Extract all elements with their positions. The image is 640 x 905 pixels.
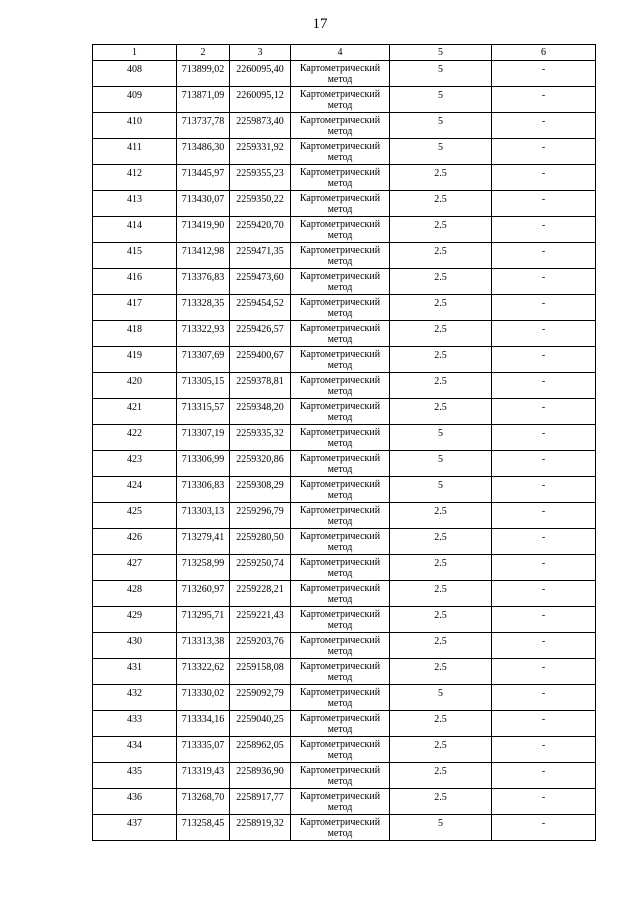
cell-y-coordinate: 2258962,05 <box>230 737 291 763</box>
cell-accuracy: 2.5 <box>390 529 492 555</box>
table-row <box>93 711 596 737</box>
cell-note: - <box>492 61 596 87</box>
cell-y-coordinate: 2259471,35 <box>230 243 291 269</box>
cell-accuracy: 2.5 <box>390 633 492 659</box>
cell-accuracy: 2.5 <box>390 191 492 217</box>
cell-method: Картометрический метод <box>291 659 390 685</box>
cell-x-coordinate: 713303,13 <box>177 503 230 529</box>
cell-point-number: 414 <box>93 217 177 243</box>
cell-note: - <box>492 763 596 789</box>
cell-y-coordinate: 2258936,90 <box>230 763 291 789</box>
table-row <box>93 87 596 113</box>
cell-y-coordinate: 2259335,32 <box>230 425 291 451</box>
table-row <box>93 347 596 373</box>
cell-point-number: 418 <box>93 321 177 347</box>
cell-method: Картометрический метод <box>291 529 390 555</box>
cell-x-coordinate: 713419,90 <box>177 217 230 243</box>
cell-point-number: 437 <box>93 815 177 841</box>
cell-y-coordinate: 2260095,40 <box>230 61 291 87</box>
table-row <box>93 191 596 217</box>
cell-x-coordinate: 713322,93 <box>177 321 230 347</box>
cell-accuracy: 2.5 <box>390 659 492 685</box>
table-row <box>93 815 596 841</box>
cell-note: - <box>492 789 596 815</box>
cell-method: Картометрический метод <box>291 347 390 373</box>
cell-point-number: 408 <box>93 61 177 87</box>
cell-y-coordinate: 2259040,25 <box>230 711 291 737</box>
cell-accuracy: 2.5 <box>390 295 492 321</box>
cell-method: Картометрический метод <box>291 269 390 295</box>
cell-note: - <box>492 711 596 737</box>
cell-point-number: 435 <box>93 763 177 789</box>
cell-note: - <box>492 555 596 581</box>
cell-point-number: 426 <box>93 529 177 555</box>
cell-method: Картометрический метод <box>291 555 390 581</box>
cell-accuracy: 2.5 <box>390 269 492 295</box>
cell-x-coordinate: 713334,16 <box>177 711 230 737</box>
cell-point-number: 422 <box>93 425 177 451</box>
cell-x-coordinate: 713322,62 <box>177 659 230 685</box>
cell-note: - <box>492 347 596 373</box>
cell-note: - <box>492 243 596 269</box>
header-row <box>93 45 596 61</box>
cell-accuracy: 2.5 <box>390 399 492 425</box>
cell-y-coordinate: 2259308,29 <box>230 477 291 503</box>
cell-accuracy: 2.5 <box>390 607 492 633</box>
table-row <box>93 477 596 503</box>
coordinates-table <box>92 44 596 841</box>
cell-note: - <box>492 295 596 321</box>
cell-x-coordinate: 713279,41 <box>177 529 230 555</box>
header-cell-4: 4 <box>291 45 390 61</box>
cell-method: Картометрический метод <box>291 425 390 451</box>
table-row <box>93 659 596 685</box>
cell-note: - <box>492 685 596 711</box>
table-row <box>93 737 596 763</box>
cell-y-coordinate: 2259350,22 <box>230 191 291 217</box>
table-row <box>93 425 596 451</box>
cell-accuracy: 2.5 <box>390 243 492 269</box>
cell-x-coordinate: 713306,99 <box>177 451 230 477</box>
cell-note: - <box>492 529 596 555</box>
table-body <box>93 61 596 841</box>
header-cell-5: 5 <box>390 45 492 61</box>
cell-x-coordinate: 713335,07 <box>177 737 230 763</box>
cell-point-number: 410 <box>93 113 177 139</box>
cell-y-coordinate: 2259221,43 <box>230 607 291 633</box>
cell-accuracy: 2.5 <box>390 503 492 529</box>
cell-note: - <box>492 165 596 191</box>
cell-y-coordinate: 2259454,52 <box>230 295 291 321</box>
cell-y-coordinate: 2259280,50 <box>230 529 291 555</box>
cell-y-coordinate: 2259378,81 <box>230 373 291 399</box>
cell-method: Картометрический метод <box>291 815 390 841</box>
cell-accuracy: 5 <box>390 61 492 87</box>
cell-method: Картометрический метод <box>291 451 390 477</box>
cell-method: Картометрический метод <box>291 191 390 217</box>
cell-method: Картометрический метод <box>291 711 390 737</box>
cell-note: - <box>492 269 596 295</box>
table-row <box>93 165 596 191</box>
header-cell-2: 2 <box>177 45 230 61</box>
cell-point-number: 413 <box>93 191 177 217</box>
cell-accuracy: 5 <box>390 139 492 165</box>
cell-y-coordinate: 2259400,67 <box>230 347 291 373</box>
cell-x-coordinate: 713412,98 <box>177 243 230 269</box>
cell-accuracy: 5 <box>390 685 492 711</box>
cell-note: - <box>492 737 596 763</box>
cell-accuracy: 2.5 <box>390 165 492 191</box>
cell-accuracy: 2.5 <box>390 555 492 581</box>
cell-method: Картометрический метод <box>291 581 390 607</box>
cell-method: Картометрический метод <box>291 165 390 191</box>
cell-x-coordinate: 713307,19 <box>177 425 230 451</box>
page-number: 17 <box>312 16 328 32</box>
cell-point-number: 424 <box>93 477 177 503</box>
cell-point-number: 409 <box>93 87 177 113</box>
cell-method: Картометрический метод <box>291 763 390 789</box>
cell-accuracy: 5 <box>390 451 492 477</box>
cell-point-number: 433 <box>93 711 177 737</box>
table-header <box>93 45 596 61</box>
cell-note: - <box>492 659 596 685</box>
cell-y-coordinate: 2258917,77 <box>230 789 291 815</box>
cell-accuracy: 2.5 <box>390 321 492 347</box>
cell-x-coordinate: 713737,78 <box>177 113 230 139</box>
cell-x-coordinate: 713871,09 <box>177 87 230 113</box>
cell-point-number: 423 <box>93 451 177 477</box>
cell-point-number: 436 <box>93 789 177 815</box>
cell-note: - <box>492 477 596 503</box>
table-row <box>93 61 596 87</box>
cell-y-coordinate: 2259250,74 <box>230 555 291 581</box>
table-row <box>93 321 596 347</box>
cell-y-coordinate: 2259873,40 <box>230 113 291 139</box>
cell-method: Картометрический метод <box>291 607 390 633</box>
cell-y-coordinate: 2259420,70 <box>230 217 291 243</box>
table-row <box>93 633 596 659</box>
cell-note: - <box>492 191 596 217</box>
cell-y-coordinate: 2259228,21 <box>230 581 291 607</box>
cell-method: Картометрический метод <box>291 321 390 347</box>
cell-y-coordinate: 2259320,86 <box>230 451 291 477</box>
table-row <box>93 217 596 243</box>
cell-note: - <box>492 607 596 633</box>
cell-x-coordinate: 713486,30 <box>177 139 230 165</box>
cell-note: - <box>492 321 596 347</box>
cell-note: - <box>492 633 596 659</box>
cell-x-coordinate: 713307,69 <box>177 347 230 373</box>
header-cell-6: 6 <box>492 45 596 61</box>
cell-y-coordinate: 2259158,08 <box>230 659 291 685</box>
cell-note: - <box>492 425 596 451</box>
cell-accuracy: 2.5 <box>390 347 492 373</box>
cell-method: Картометрический метод <box>291 217 390 243</box>
cell-note: - <box>492 87 596 113</box>
cell-x-coordinate: 713328,35 <box>177 295 230 321</box>
cell-point-number: 417 <box>93 295 177 321</box>
cell-point-number: 432 <box>93 685 177 711</box>
cell-method: Картометрический метод <box>291 633 390 659</box>
cell-method: Картометрический метод <box>291 295 390 321</box>
table-row <box>93 295 596 321</box>
cell-note: - <box>492 139 596 165</box>
cell-x-coordinate: 713268,70 <box>177 789 230 815</box>
cell-x-coordinate: 713430,07 <box>177 191 230 217</box>
cell-x-coordinate: 713330,02 <box>177 685 230 711</box>
cell-accuracy: 2.5 <box>390 373 492 399</box>
table-row <box>93 451 596 477</box>
cell-note: - <box>492 217 596 243</box>
cell-point-number: 411 <box>93 139 177 165</box>
cell-accuracy: 5 <box>390 425 492 451</box>
table-row <box>93 607 596 633</box>
cell-y-coordinate: 2259473,60 <box>230 269 291 295</box>
cell-accuracy: 5 <box>390 113 492 139</box>
table-row <box>93 399 596 425</box>
table-row <box>93 269 596 295</box>
cell-y-coordinate: 2259092,79 <box>230 685 291 711</box>
cell-x-coordinate: 713445,97 <box>177 165 230 191</box>
cell-method: Картометрический метод <box>291 87 390 113</box>
cell-point-number: 431 <box>93 659 177 685</box>
table-row <box>93 139 596 165</box>
cell-point-number: 419 <box>93 347 177 373</box>
header-cell-1: 1 <box>93 45 177 61</box>
cell-accuracy: 5 <box>390 87 492 113</box>
cell-y-coordinate: 2259296,79 <box>230 503 291 529</box>
cell-x-coordinate: 713260,97 <box>177 581 230 607</box>
cell-point-number: 415 <box>93 243 177 269</box>
cell-x-coordinate: 713319,43 <box>177 763 230 789</box>
table-row <box>93 789 596 815</box>
cell-accuracy: 2.5 <box>390 581 492 607</box>
cell-point-number: 416 <box>93 269 177 295</box>
table-row <box>93 243 596 269</box>
cell-x-coordinate: 713313,38 <box>177 633 230 659</box>
cell-point-number: 429 <box>93 607 177 633</box>
cell-note: - <box>492 373 596 399</box>
table-row <box>93 113 596 139</box>
cell-accuracy: 5 <box>390 477 492 503</box>
cell-point-number: 434 <box>93 737 177 763</box>
cell-accuracy: 2.5 <box>390 217 492 243</box>
cell-point-number: 430 <box>93 633 177 659</box>
cell-method: Картометрический метод <box>291 737 390 763</box>
table-row <box>93 503 596 529</box>
table-row <box>93 555 596 581</box>
cell-point-number: 420 <box>93 373 177 399</box>
cell-method: Картометрический метод <box>291 373 390 399</box>
cell-point-number: 425 <box>93 503 177 529</box>
cell-note: - <box>492 503 596 529</box>
cell-accuracy: 2.5 <box>390 737 492 763</box>
cell-note: - <box>492 581 596 607</box>
cell-method: Картометрический метод <box>291 61 390 87</box>
cell-method: Картометрический метод <box>291 399 390 425</box>
table-row <box>93 581 596 607</box>
cell-y-coordinate: 2259331,92 <box>230 139 291 165</box>
cell-point-number: 428 <box>93 581 177 607</box>
cell-note: - <box>492 399 596 425</box>
cell-y-coordinate: 2259355,23 <box>230 165 291 191</box>
cell-method: Картометрический метод <box>291 477 390 503</box>
cell-method: Картометрический метод <box>291 139 390 165</box>
cell-point-number: 427 <box>93 555 177 581</box>
cell-point-number: 421 <box>93 399 177 425</box>
cell-y-coordinate: 2259426,57 <box>230 321 291 347</box>
header-cell-3: 3 <box>230 45 291 61</box>
cell-point-number: 412 <box>93 165 177 191</box>
cell-accuracy: 2.5 <box>390 763 492 789</box>
cell-x-coordinate: 713315,57 <box>177 399 230 425</box>
cell-note: - <box>492 451 596 477</box>
cell-x-coordinate: 713376,83 <box>177 269 230 295</box>
cell-method: Картометрический метод <box>291 243 390 269</box>
cell-method: Картометрический метод <box>291 113 390 139</box>
cell-x-coordinate: 713258,45 <box>177 815 230 841</box>
cell-method: Картометрический метод <box>291 503 390 529</box>
cell-x-coordinate: 713258,99 <box>177 555 230 581</box>
cell-accuracy: 2.5 <box>390 711 492 737</box>
cell-y-coordinate: 2259203,76 <box>230 633 291 659</box>
table-row <box>93 685 596 711</box>
cell-accuracy: 5 <box>390 815 492 841</box>
cell-accuracy: 2.5 <box>390 789 492 815</box>
cell-y-coordinate: 2259348,20 <box>230 399 291 425</box>
cell-x-coordinate: 713899,02 <box>177 61 230 87</box>
cell-x-coordinate: 713306,83 <box>177 477 230 503</box>
cell-x-coordinate: 713295,71 <box>177 607 230 633</box>
cell-method: Картометрический метод <box>291 789 390 815</box>
table-row <box>93 373 596 399</box>
cell-note: - <box>492 113 596 139</box>
cell-y-coordinate: 2258919,32 <box>230 815 291 841</box>
cell-y-coordinate: 2260095,12 <box>230 87 291 113</box>
table-row <box>93 529 596 555</box>
cell-note: - <box>492 815 596 841</box>
cell-x-coordinate: 713305,15 <box>177 373 230 399</box>
table-row <box>93 763 596 789</box>
cell-method: Картометрический метод <box>291 685 390 711</box>
